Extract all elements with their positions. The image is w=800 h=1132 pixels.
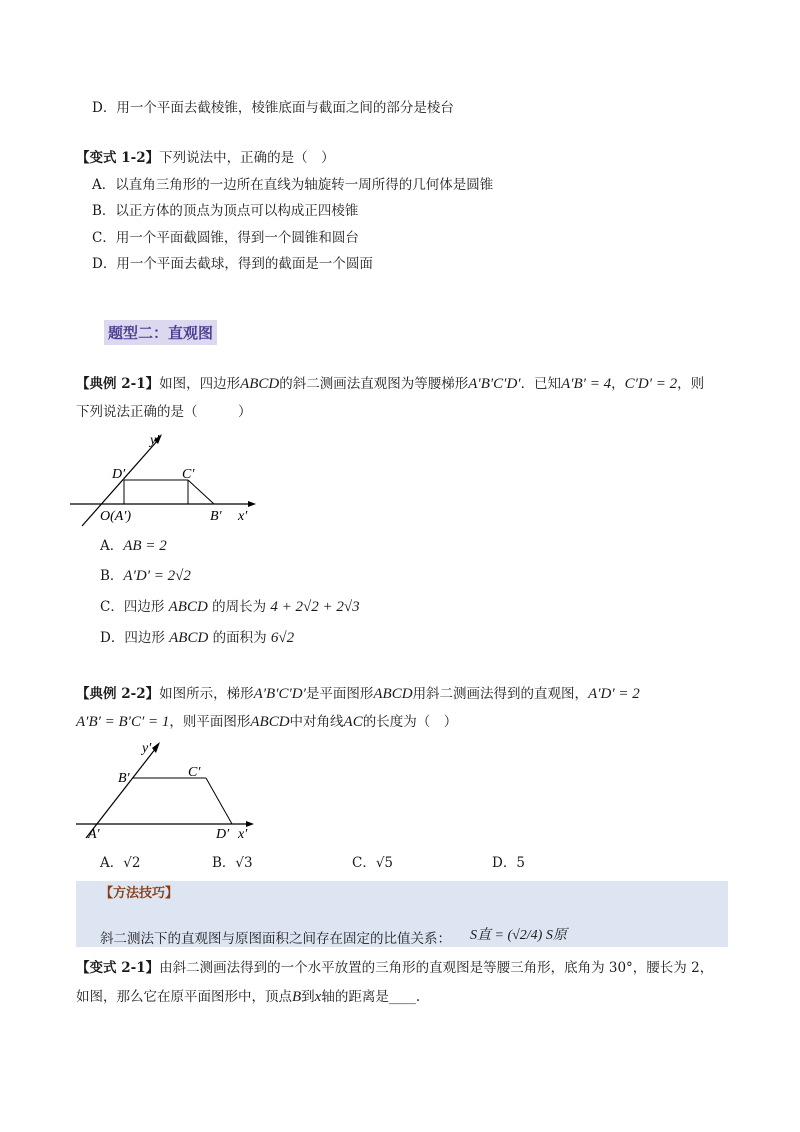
option-d-text: D．用一个平面去截棱锥，棱锥底面与截面之间的部分是棱台	[92, 100, 454, 116]
x-arrow	[248, 501, 256, 507]
math-abcd: ABCD	[169, 630, 209, 646]
tip-label: 【方法技巧】	[100, 886, 179, 901]
math-abcd: ABCD	[240, 376, 280, 392]
example-2-1-line2: 下列说法正确的是（ ）	[76, 404, 252, 420]
label-b: B′	[210, 509, 222, 524]
ex22-option-b: B．√3	[212, 855, 253, 871]
label-o: O(A′)	[100, 509, 132, 524]
section-title: 题型二：直观图	[104, 320, 217, 345]
text: ．已知	[520, 376, 562, 392]
label-x: x′	[238, 827, 248, 842]
text: ，则平面图形	[169, 714, 251, 730]
text: ，	[611, 376, 625, 392]
label-b: B′	[118, 771, 130, 786]
math-b: B	[292, 989, 302, 1005]
variant-2-1-line2	[76, 987, 420, 1007]
text: ，则	[677, 376, 705, 392]
option-b: B．以正方体的顶点为顶点可以构成正四棱锥	[92, 203, 359, 219]
text: 用斜二测画法得到的直观图，	[412, 686, 589, 702]
ex21-option-b	[100, 566, 191, 586]
prefix: B．	[100, 568, 124, 584]
math-given: A′D′ = 2	[588, 686, 640, 702]
variant-1-2-question	[76, 148, 335, 168]
edge-cb	[188, 480, 214, 504]
label-c: C′	[188, 765, 201, 780]
label-d: D′	[216, 827, 230, 842]
label-a: A′	[88, 827, 100, 842]
ex22-option-d: D．5	[492, 855, 525, 871]
text: 如图所示，梯形	[159, 686, 254, 702]
prefix: A．	[100, 538, 124, 554]
variant-tag: 【变式 1-2】	[76, 150, 160, 166]
math-given: A′B′ = B′C′ = 1	[76, 714, 170, 730]
prefix: C．四边形	[100, 599, 169, 615]
figure-trapezoid-2	[72, 736, 272, 844]
math: 4 + 2√2 + 2√3	[270, 599, 360, 615]
tip-formula: S直 = (√2/4) S原	[470, 928, 567, 943]
math: A′D′ = 2√2	[123, 568, 191, 584]
example-2-2-line1	[76, 684, 640, 704]
text: 到	[301, 989, 315, 1005]
math-ac: AC	[343, 714, 363, 730]
math-given: A′B′ = 4	[561, 376, 612, 392]
math-abcd: ABCD	[373, 686, 413, 702]
math-abcd: ABCD	[250, 714, 290, 730]
suffix: 的周长为	[207, 599, 271, 615]
question-text: 下列说法中，正确的是（ ）	[159, 150, 335, 166]
text: 轴的距离是____.	[321, 989, 421, 1005]
label-x: x′	[238, 509, 248, 524]
text: 是平面图形	[305, 686, 374, 702]
example-tag: 【典例 2-2】	[76, 686, 160, 702]
ex22-option-a: A．√2	[100, 855, 141, 871]
figure-trapezoid-1	[66, 428, 266, 530]
option-a: A．以直角三角形的一边所在直线为轴旋转一周所得的几何体是圆锥	[92, 177, 494, 193]
example-tag: 【典例 2-1】	[76, 376, 160, 392]
text: 中对角线	[289, 714, 344, 730]
tip-text: 斜二测法下的直观图与原图面积之间存在固定的比值关系：	[100, 931, 451, 947]
example-2-1-line1	[76, 374, 704, 394]
label-d: D′	[112, 467, 126, 482]
ex21-option-a	[100, 536, 167, 556]
math-given: C′D′ = 2	[624, 376, 678, 392]
math: 6√2	[270, 630, 295, 646]
option-d: D．用一个平面去截球，得到的截面是一个圆面	[92, 256, 373, 272]
math-trapezoid: A′B′C′D′	[253, 686, 306, 702]
label-y: y′	[142, 741, 152, 756]
example-2-2-line2	[76, 712, 457, 732]
text: 的斜二测画法直观图为等腰梯形	[279, 376, 469, 392]
prefix: D．四边形	[100, 630, 170, 646]
ex21-option-d	[100, 628, 294, 648]
text: 如图，那么它在原平面图形中，顶点	[76, 989, 292, 1005]
math-abcd: ABCD	[168, 599, 208, 615]
text: 由斜二测画法得到的一个水平放置的三角形的直观图是等腰三角形，底角为 30°，腰长为 2，	[159, 960, 714, 976]
text: 的长度为（ ）	[362, 714, 458, 730]
math: AB = 2	[123, 538, 167, 554]
suffix: 的面积为	[208, 630, 271, 646]
variant-tag: 【变式 2-1】	[76, 960, 160, 976]
edge-cd	[206, 778, 232, 824]
text: 如图，四边形	[159, 376, 241, 392]
label-c: C′	[182, 467, 195, 482]
variant-2-1-line1	[76, 958, 713, 978]
label-y: y′	[150, 433, 160, 448]
math-trapezoid: A′B′C′D′	[468, 376, 521, 392]
ex21-option-c	[100, 597, 360, 617]
math-x: x	[314, 989, 322, 1005]
option-c: C．用一个平面截圆锥，得到一个圆锥和圆台	[92, 230, 359, 246]
ex22-option-c: C．√5	[352, 855, 394, 871]
